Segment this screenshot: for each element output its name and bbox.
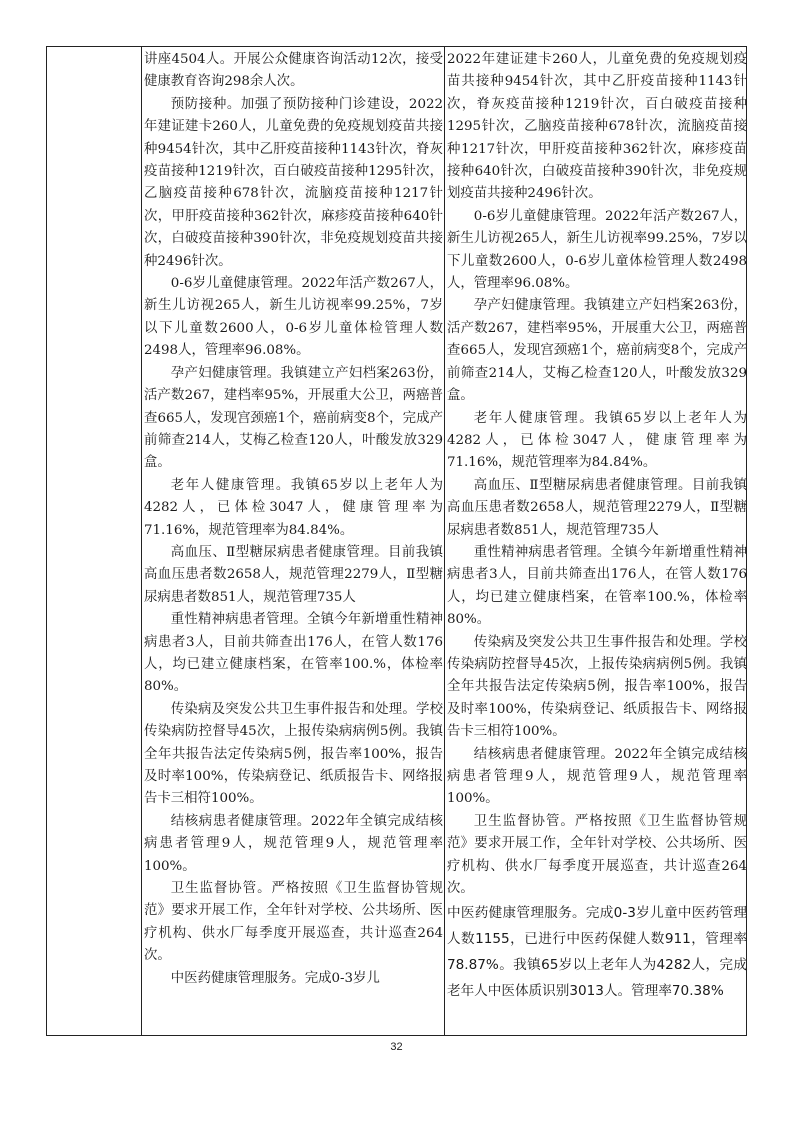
page-number: 32 xyxy=(390,1041,403,1053)
paragraph-maternal-health: 孕产妇健康管理。我镇建立产妇档案263份，活产数267，建档率95%，开展重大公卫，两癌普查665人，发现宫颈癌1个，癌前病变8个，完成产前筛查214人，艾梅乙检查120人，叶酸发放329盒。 xyxy=(447,298,747,404)
paragraph-health-supervision: 卫生监督协管。严格按照《卫生监督协管规范》要求开展工作，全年针对学校、公共场所、医疗机构、供水厂每季度开展巡查，共计巡查264次。 xyxy=(447,813,747,897)
paragraph-tuberculosis: 结核病患者健康管理。2022年全镇完成结核病患者管理9人，规范管理9人，规范管理率100%。 xyxy=(144,813,443,874)
paragraph-tuberculosis: 结核病患者健康管理。2022年全镇完成结核病患者管理9人，规范管理9人，规范管理率100%。 xyxy=(447,746,747,807)
left-text-column xyxy=(142,47,445,1035)
paragraph-vaccination: 2022年建证建卡260人，儿童免费的免疫规划疫苗共接种9454针次，其中乙肝疫苗接种1143针次，脊灰疫苗接种1219针次，百白破疫苗接种1295针次，乙脑疫苗接种678针次，流脑疫苗接种1217针次，甲肝疫苗接种362针次，麻疹疫苗接种640针次，白破疫苗接种390针次，非免疫规划疫苗共接种2496针次。 xyxy=(447,52,747,202)
paragraph-hypertension-diabetes: 高血压、Ⅱ型糖尿病患者健康管理。目前我镇高血压患者数2658人，规范管理2279人，Ⅱ型糖尿病患者数851人，规范管理735人 xyxy=(447,477,747,538)
paragraph-vaccination: 预防接种。加强了预防接种门诊建设，2022年建证建卡260人，儿童免费的免疫规划疫苗共接种9454针次，其中乙肝疫苗接种1143针次，脊灰疫苗接种1219针次，百白破疫苗接种1295针次，乙脑疫苗接种678针次，流脑疫苗接种1217针次，甲肝疫苗接种362针次，麻疹疫苗接种640针次，白破疫苗接种390针次，非免疫规划疫苗共接种2496针次。 xyxy=(144,96,443,269)
paragraph-mental-illness: 重性精神病患者管理。全镇今年新增重性精神病患者3人，目前共筛查出176人，在管人数176人，均已建立健康档案，在管率100.%，体检率80%。 xyxy=(447,544,747,628)
paragraph-infectious-disease: 传染病及突发公共卫生事件报告和处理。学校传染病防控督导45次，上报传染病病例5例。我镇全年共报告法定传染病5例，报告率100%，报告及时率100%，传染病登记、纸质报告卡、网络报告卡三相符100%。 xyxy=(447,634,747,740)
paragraph-tcm-health-start: 中医药健康管理服务。完成0-3岁儿 xyxy=(170,970,380,986)
table-label-column xyxy=(47,47,142,1035)
paragraph-maternal-health: 孕产妇健康管理。我镇建立产妇档案263份，活产数267，建档率95%，开展重大公卫，两癌普查665人，发现宫颈癌1个，癌前病变8个，完成产前筛查214人，艾梅乙检查120人，叶酸发放329盒。 xyxy=(144,365,443,471)
paragraph-tcm-health: 中医药健康管理服务。完成0-3岁儿童中医药管理人数1155，已进行中医药保健人数911，管理率78.87%。我镇65岁以上老年人为4282人，完成老年人中医体质识别3013人。管理率70.38% xyxy=(447,905,747,1000)
report-table xyxy=(46,46,747,1036)
right-text-column xyxy=(445,47,748,1035)
paragraph-health-supervision: 卫生监督协管。严格按照《卫生监督协管规范》要求开展工作，全年针对学校、公共场所、医疗机构、供水厂每季度开展巡查，共计巡查264次。 xyxy=(144,881,443,964)
paragraph-infectious-disease: 传染病及突发公共卫生事件报告和处理。学校传染病防控督导45次，上报传染病病例5例。我镇全年共报告法定传染病5例，报告率100%，报告及时率100%，传染病登记、纸质报告卡、网络报告卡三相符100%。 xyxy=(144,701,443,807)
paragraph-mental-illness: 重性精神病患者管理。全镇今年新增重性精神病患者3人，目前共筛查出176人，在管人数176人，均已建立健康档案，在管率100.%，体检率80%。 xyxy=(144,612,443,695)
paragraph-elderly-health: 老年人健康管理。我镇65岁以上老年人为4282人，已体检3047人，健康管理率为71.16%，规范管理率为84.84%。 xyxy=(144,477,443,538)
paragraph-child-health: 0-6岁儿童健康管理。2022年活产数267人，新生儿访视265人，新生儿访视率99.25%，7岁以下儿童数2600人，0-6岁儿童体检管理人数2498人，管理率96.08%。 xyxy=(144,276,443,359)
paragraph-elderly-health: 老年人健康管理。我镇65岁以上老年人为4282人，已体检3047人，健康管理率为71.16%，规范管理率为84.84%。 xyxy=(447,410,747,471)
paragraph-health-education-continued: 讲座4504人。开展公众健康咨询活动12次，接受健康教育咨询298余人次。 xyxy=(144,52,443,90)
paragraph-hypertension-diabetes: 高血压、Ⅱ型糖尿病患者健康管理。目前我镇高血压患者数2658人，规范管理2279人，Ⅱ型糖尿病患者数851人，规范管理735人 xyxy=(144,544,443,605)
paragraph-child-health: 0-6岁儿童健康管理。2022年活产数267人，新生儿访视265人，新生儿访视率99.25%，7岁以下儿童数2600人，0-6岁儿童体检管理人数2498人，管理率96.08%。 xyxy=(447,208,747,292)
